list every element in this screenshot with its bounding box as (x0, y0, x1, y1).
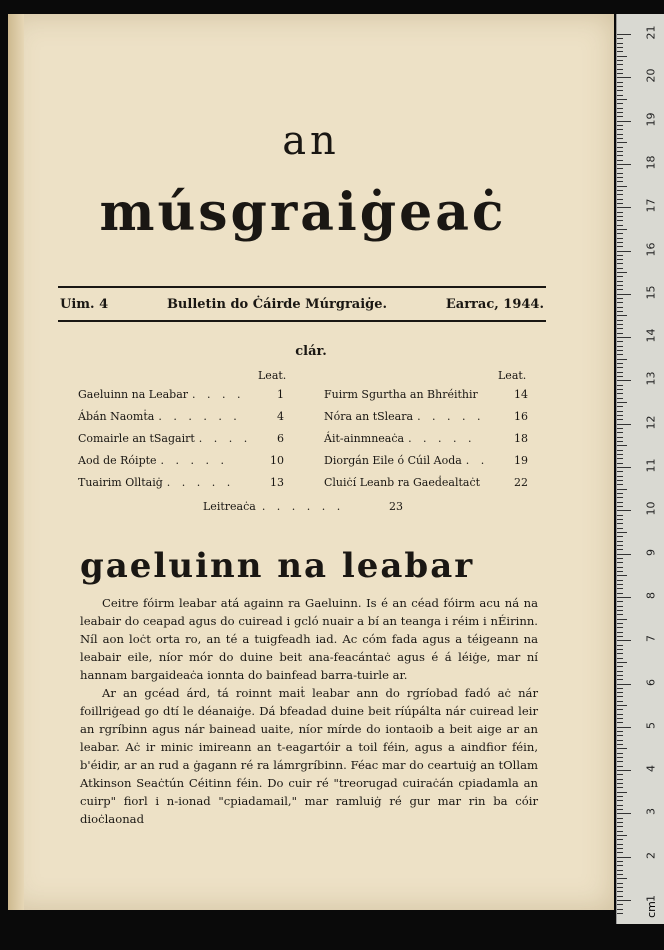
article-paragraph: Ceitre fóirm leabar atá againn ra Gaeluinn. Is é an céad fóirm acu ná na leabair do ceapad agus do cuiread i gcló nuair a bí an teanga i réim i nÉirinn. Níl aon loċt orta ro, an té a tuigfeadh iad. Ac cóm fada agus a téigeann na leabair eile, níor mór do duine beit ana-feacántaċ agus é á léiġe, mar ní hannam bargaideaċa ionnta do bainfead barra-tuirle ar. (80, 596, 538, 682)
ruler-minor-tick (617, 506, 623, 507)
ruler-minor-tick (617, 320, 623, 321)
ruler-minor-tick (617, 839, 623, 840)
ruler-mark-label: 5 (644, 721, 658, 729)
ruler-minor-tick (617, 601, 623, 602)
ruler-minor-tick (617, 480, 623, 481)
ruler-minor-tick (617, 86, 623, 87)
ruler-minor-tick (617, 99, 627, 100)
ruler-minor-tick (617, 896, 623, 897)
ruler-minor-tick (617, 103, 623, 104)
ruler-minor-tick (617, 610, 623, 611)
ruler-mark-label: 21 (644, 25, 658, 40)
ruler-minor-tick (617, 229, 627, 230)
ruler-minor-tick (617, 761, 623, 762)
ruler-minor-tick (617, 705, 627, 706)
ruler-tick (617, 294, 631, 295)
ruler-minor-tick (617, 285, 623, 286)
ruler-tick (617, 510, 631, 511)
ruler-mark-label: 9 (644, 548, 658, 556)
ruler-minor-tick (617, 831, 623, 832)
ruler-minor-tick (617, 298, 623, 299)
ruler-unit-label: cm (644, 901, 658, 918)
ruler-minor-tick (617, 238, 623, 239)
ruler-minor-tick (617, 623, 623, 624)
ruler-mark-label: 6 (644, 678, 658, 686)
article-paragraph: Ar an gcéad árd, tá roinnt maiṫ leabar ann do rgríobad fadó aċ nár foillriġead go dtí le déanaiġe. Dá bfeadad duine beit ríúpálta nár cuiread leir an rgríbinn agus nár bainead uaite, níor mírde do iontaoib a beit aige ar an leabar. Aċ ir minic imireann an t-eagartóir a toil féin, agus a aindfior féin, b'éidir, ar an rud a ġagann ré ra lámrgríbinn. Féac mar do ceartuiġ an tOllam Atkinson Seaċtún Céitinn féin. Do cuir ré "treorugad cuiraċán cpiadamla an cuirp" fiorl i n-ionad "cpiadamail," mar ramluiġ ré gur mar rin ba cóir dioċlaonad (80, 686, 538, 826)
ruler-tick (617, 380, 631, 381)
ruler-minor-tick (617, 64, 623, 65)
ruler-minor-tick (617, 129, 623, 130)
ruler-minor-tick (617, 852, 623, 853)
ruler-minor-tick (617, 757, 623, 758)
measurement-ruler (616, 14, 664, 924)
ruler-minor-tick (617, 160, 623, 161)
ruler-mark-label: 13 (644, 371, 658, 386)
ruler-minor-tick (617, 722, 623, 723)
ruler-minor-tick (617, 471, 623, 472)
ruler-minor-tick (617, 787, 623, 788)
ruler-minor-tick (617, 658, 623, 659)
ruler-minor-tick (617, 134, 623, 135)
ruler-minor-tick (617, 887, 623, 888)
ruler-minor-tick (617, 848, 623, 849)
ruler-minor-tick (617, 874, 623, 875)
ruler-tick (617, 554, 631, 555)
ruler-minor-tick (617, 800, 623, 801)
ruler-minor-tick (617, 233, 623, 234)
ruler-mark-label: 8 (644, 591, 658, 599)
contents-entry: Fuirm Sgurtha an Bhréithir 14 (324, 388, 528, 401)
ruler-minor-tick (617, 246, 623, 247)
ruler-minor-tick (617, 753, 623, 754)
ruler-mark-label: 16 (644, 242, 658, 256)
ruler-minor-tick (617, 909, 623, 910)
ruler-minor-tick (617, 701, 623, 702)
ruler-minor-tick (617, 259, 623, 260)
ruler-minor-tick (617, 904, 623, 905)
ruler-minor-tick (617, 649, 623, 650)
ruler-minor-tick (617, 346, 623, 347)
ruler-minor-tick (617, 718, 623, 719)
ruler-minor-tick (617, 627, 623, 628)
ruler-minor-tick (617, 43, 623, 44)
ruler-mark-label: 15 (644, 285, 658, 300)
ruler-minor-tick (617, 281, 623, 282)
ruler-minor-tick (617, 203, 623, 204)
contents-entry: Cluiċí Leanb ra Gaeḋealtaċt 22 (324, 476, 528, 489)
ruler-minor-tick (617, 220, 623, 221)
ruler-minor-tick (617, 194, 623, 195)
ruler-tick (617, 597, 631, 598)
ruler-minor-tick (617, 861, 623, 862)
ruler-mark-label: 1 (644, 895, 658, 902)
ruler-minor-tick (617, 748, 627, 749)
issue-number: Uim. 4 (60, 297, 109, 312)
ruler-minor-tick (617, 692, 623, 693)
ruler-minor-tick (617, 56, 627, 57)
ruler-tick (617, 684, 631, 685)
ruler-minor-tick (617, 878, 627, 879)
ruler-minor-tick (617, 372, 623, 373)
ruler-minor-tick (617, 199, 623, 200)
contents-list-right (324, 388, 528, 498)
ruler-mark-label: 7 (644, 635, 658, 643)
ruler-minor-tick (617, 173, 623, 174)
ruler-minor-tick (617, 151, 623, 152)
ruler-minor-tick (617, 502, 623, 503)
ruler-tick (617, 121, 631, 122)
ruler-minor-tick (617, 528, 623, 529)
ruler-minor-tick (617, 242, 623, 243)
ruler-tick (617, 164, 631, 165)
ruler-mark-label: 10 (644, 501, 658, 516)
ruler-minor-tick (617, 584, 623, 585)
ruler-minor-tick (617, 844, 623, 845)
ruler-minor-tick (617, 783, 623, 784)
ruler-minor-tick (617, 913, 623, 914)
ruler-minor-tick (617, 679, 623, 680)
ruler-mark-label: 20 (644, 68, 658, 83)
contents-list-left (78, 388, 284, 498)
page-column-label-left: Leat. (258, 369, 287, 382)
ruler-minor-tick (617, 575, 627, 576)
ruler-tick (617, 900, 631, 901)
ruler-minor-tick (617, 398, 623, 399)
ruler-minor-tick (617, 155, 623, 156)
ruler-minor-tick (617, 225, 623, 226)
contents-entry: Gaeluinn na Leabar . . . . 1 (78, 388, 284, 401)
ruler-tick (617, 251, 631, 252)
ruler-tick (617, 727, 631, 728)
ruler-minor-tick (617, 818, 623, 819)
ruler-minor-tick (617, 619, 627, 620)
ruler-minor-tick (617, 406, 623, 407)
ruler-minor-tick (617, 190, 623, 191)
ruler-minor-tick (617, 580, 623, 581)
ruler-minor-tick (617, 263, 623, 264)
ruler-minor-tick (617, 484, 623, 485)
ruler-minor-tick (617, 125, 623, 126)
ruler-minor-tick (617, 90, 623, 91)
ruler-minor-tick (617, 545, 623, 546)
ruler-minor-tick (617, 333, 623, 334)
ruler-minor-tick (617, 385, 623, 386)
ruler-minor-tick (617, 696, 623, 697)
ruler-minor-tick (617, 675, 623, 676)
ruler-minor-tick (617, 709, 623, 710)
ruler-mark-label: 2 (644, 851, 658, 859)
ruler-minor-tick (617, 744, 623, 745)
ruler-minor-tick (617, 437, 623, 438)
ruler-minor-tick (617, 307, 623, 308)
ruler-minor-tick (617, 428, 623, 429)
ruler-minor-tick (617, 177, 623, 178)
ruler-minor-tick (617, 142, 627, 143)
ruler-tick (617, 813, 631, 814)
ruler-minor-tick (617, 402, 627, 403)
ruler-mark-label: 4 (644, 765, 658, 773)
ruler-minor-tick (617, 870, 623, 871)
ruler-minor-tick (617, 458, 623, 459)
ruler-minor-tick (617, 441, 623, 442)
article-title: gaeluinn na leabar (80, 546, 475, 586)
ruler-minor-tick (617, 645, 623, 646)
ruler-minor-tick (617, 411, 623, 412)
ruler-minor-tick (617, 632, 623, 633)
ruler-mark-label: 14 (644, 328, 658, 343)
ruler-mark-label: 17 (644, 198, 658, 213)
ruler-tick (617, 770, 631, 771)
ruler-minor-tick (617, 463, 623, 464)
ruler-minor-tick (617, 302, 623, 303)
ruler-mark-label: 19 (644, 112, 658, 127)
contents-entry: Nóra an tSleara . . . . . 16 (324, 410, 528, 423)
ruler-minor-tick (617, 272, 627, 273)
ruler-minor-tick (617, 389, 623, 390)
ruler-minor-tick (617, 112, 623, 113)
ruler-minor-tick (617, 341, 623, 342)
ruler-minor-tick (617, 393, 623, 394)
article-body (80, 594, 538, 828)
header-rule-bottom (58, 320, 546, 322)
ruler-minor-tick (617, 774, 623, 775)
contents-entry-last: Leitreaċa . . . . . . 23 (203, 500, 403, 513)
ruler-minor-tick (617, 532, 627, 533)
ruler-minor-tick (617, 350, 623, 351)
ruler-minor-tick (617, 865, 623, 866)
ruler-tick (617, 337, 631, 338)
ruler-minor-tick (617, 216, 623, 217)
ruler-minor-tick (617, 311, 623, 312)
ruler-minor-tick (617, 147, 623, 148)
document-page (8, 14, 614, 910)
contents-heading: clár. (295, 344, 327, 359)
ruler-minor-tick (617, 116, 623, 117)
masthead-title: músgraiġeaċ (99, 182, 507, 243)
contents-entry: Tuairim Olltaiġ . . . . . 13 (78, 476, 284, 489)
ruler-minor-tick (617, 255, 623, 256)
ruler-minor-tick (617, 376, 623, 377)
ruler-minor-tick (617, 766, 623, 767)
ruler-minor-tick (617, 714, 623, 715)
ruler-minor-tick (617, 454, 623, 455)
ruler-minor-tick (617, 73, 623, 74)
ruler-minor-tick (617, 779, 623, 780)
ruler-mark-label: 12 (644, 415, 658, 430)
ruler-minor-tick (617, 558, 623, 559)
ruler-minor-tick (617, 95, 623, 96)
ruler-minor-tick (617, 792, 627, 793)
ruler-minor-tick (617, 51, 623, 52)
ruler-minor-tick (617, 181, 623, 182)
ruler-tick (617, 34, 631, 35)
ruler-minor-tick (617, 60, 623, 61)
ruler-minor-tick (617, 671, 623, 672)
ruler-tick (617, 467, 631, 468)
contents-entry: Aod de Róipte . . . . . 10 (78, 454, 284, 467)
contents-entry: Áit-ainmneaċa . . . . . 18 (324, 432, 528, 445)
ruler-minor-tick (617, 324, 623, 325)
ruler-minor-tick (617, 489, 627, 490)
ruler-minor-tick (617, 415, 623, 416)
ruler-minor-tick (617, 835, 627, 836)
ruler-minor-tick (617, 497, 623, 498)
ruler-minor-tick (617, 432, 623, 433)
ruler-minor-tick (617, 289, 623, 290)
ruler-minor-tick (617, 186, 627, 187)
ruler-minor-tick (617, 363, 623, 364)
ruler-minor-tick (617, 826, 623, 827)
ruler-minor-tick (617, 108, 623, 109)
ruler-minor-tick (617, 805, 623, 806)
ruler-minor-tick (617, 354, 623, 355)
ruler-minor-tick (617, 493, 623, 494)
ruler-minor-tick (617, 168, 623, 169)
ruler-minor-tick (617, 515, 623, 516)
ruler-tick (617, 207, 631, 208)
ruler-tick (617, 857, 631, 858)
ruler-tick (617, 424, 631, 425)
masthead-article: an (282, 118, 340, 164)
ruler-minor-tick (617, 735, 623, 736)
ruler-minor-tick (617, 567, 623, 568)
header-rule-top (58, 286, 546, 288)
ruler-minor-tick (617, 268, 623, 269)
ruler-minor-tick (617, 653, 623, 654)
ruler-minor-tick (617, 731, 623, 732)
ruler-minor-tick (617, 562, 623, 563)
issue-header (60, 297, 544, 312)
ruler-minor-tick (617, 276, 623, 277)
ruler-minor-tick (617, 359, 627, 360)
contents-entry: Comairle an tSagairt . . . . 6 (78, 432, 284, 445)
ruler-minor-tick (617, 571, 623, 572)
ruler-minor-tick (617, 891, 623, 892)
ruler-minor-tick (617, 549, 623, 550)
ruler-minor-tick (617, 809, 623, 810)
ruler-minor-tick (617, 536, 623, 537)
bulletin-subtitle: Bulletin do Ċáirde Múrgraiġe. (166, 297, 388, 312)
ruler-mark-label: 11 (644, 458, 658, 473)
ruler-minor-tick (617, 662, 627, 663)
ruler-minor-tick (617, 212, 623, 213)
ruler-minor-tick (617, 796, 623, 797)
ruler-minor-tick (617, 419, 623, 420)
ruler-minor-tick (617, 138, 623, 139)
ruler-minor-tick (617, 636, 623, 637)
ruler-minor-tick (617, 445, 627, 446)
ruler-minor-tick (617, 450, 623, 451)
ruler-minor-tick (617, 38, 623, 39)
contents-entry: Diorgán Eile ó Cúil Aoda . . 19 (324, 454, 528, 467)
page-column-label-right: Leat. (498, 369, 527, 382)
issue-season: Earrac, 1944. (445, 297, 544, 312)
ruler-minor-tick (617, 666, 623, 667)
ruler-minor-tick (617, 519, 623, 520)
ruler-minor-tick (617, 82, 623, 83)
ruler-minor-tick (617, 541, 623, 542)
ruler-minor-tick (617, 315, 627, 316)
ruler-minor-tick (617, 593, 623, 594)
ruler-tick (617, 640, 631, 641)
ruler-mark-label: 18 (644, 155, 658, 170)
ruler-minor-tick (617, 688, 623, 689)
ruler-minor-tick (617, 883, 623, 884)
ruler-minor-tick (617, 822, 623, 823)
ruler-minor-tick (617, 588, 623, 589)
ruler-minor-tick (617, 367, 623, 368)
ruler-minor-tick (617, 740, 623, 741)
ruler-minor-tick (617, 606, 623, 607)
ruler-mark-label: 3 (644, 808, 658, 816)
contents-entry: Ábán Naomṫa . . . . . . 4 (78, 410, 284, 423)
ruler-minor-tick (617, 614, 623, 615)
ruler-minor-tick (617, 328, 623, 329)
ruler-minor-tick (617, 476, 623, 477)
ruler-tick (617, 77, 631, 78)
ruler-minor-tick (617, 69, 623, 70)
ruler-minor-tick (617, 523, 623, 524)
ruler-minor-tick (617, 47, 623, 48)
